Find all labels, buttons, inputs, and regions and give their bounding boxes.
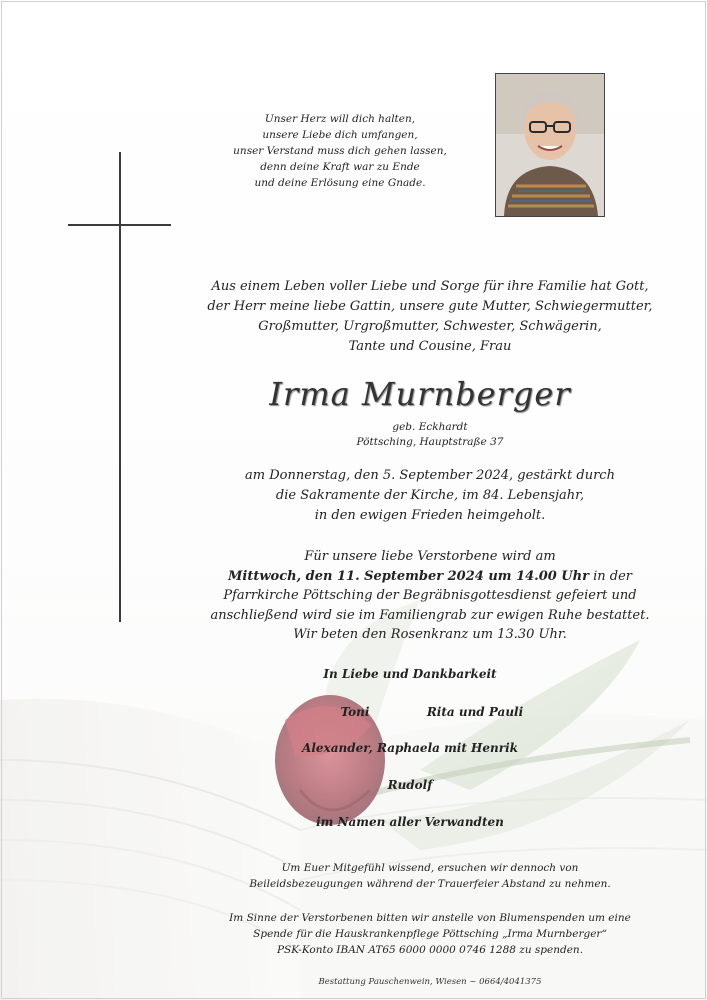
intro-line: Großmutter, Urgroßmutter, Schwester, Schwägerin, — [258, 319, 602, 334]
intro-line: Tante und Cousine, Frau — [348, 339, 512, 354]
family-member: Toni — [340, 705, 370, 719]
family-heading: In Liebe und Dankbarkeit — [323, 667, 497, 681]
birth-details — [190, 420, 670, 450]
address: Pöttsching, Hauptstraße 37 — [356, 436, 504, 448]
funeral-line: Für unsere liebe Verstorbene wird am — [304, 549, 556, 564]
funeral-date: Mittwoch, den 11. September 2024 um 14.00 Uhr — [228, 568, 589, 584]
intro-text — [190, 277, 670, 357]
death-line: die Sakramente der Kirche, im 84. Lebensjahr, — [275, 488, 585, 503]
family-member: Alexander, Raphaela mit Henrik — [302, 741, 518, 755]
intro-line: der Herr meine liebe Gattin, unsere gute Mutter, Schwiegermutter, — [207, 299, 653, 314]
donation-line: Im Sinne der Verstorbenen bitten wir anstelle von Blumenspenden um eine — [229, 912, 631, 924]
poem-line: Unser Herz will dich halten, — [264, 113, 416, 125]
portrait-photo — [495, 73, 605, 217]
donation-line: Spende für die Hauskrankenpflege Pöttsching „Irma Murnberger“ — [253, 928, 607, 940]
family-member: Rita und Pauli — [426, 705, 524, 719]
family-closing: im Namen aller Verwandten — [316, 815, 504, 829]
deceased-name: Irma Murnberger — [269, 375, 571, 413]
cross-horizontal-bar — [68, 224, 171, 226]
cross-vertical-bar — [119, 152, 121, 622]
death-line: in den ewigen Frieden heimgeholt. — [314, 508, 546, 523]
funeral-line: in der — [588, 568, 632, 584]
poem — [190, 111, 490, 191]
poem-line: unser Verstand muss dich gehen lassen, — [233, 145, 447, 157]
death-line: am Donnerstag, den 5. September 2024, gestärkt durch — [245, 468, 615, 483]
intro-line: Aus einem Leben voller Liebe und Sorge für ihre Familie hat Gott, — [211, 279, 649, 294]
rosary-line: Wir beten den Rosenkranz um 13.30 Uhr. — [293, 627, 567, 642]
death-notice — [190, 466, 670, 526]
donation-line: PSK-Konto IBAN AT65 6000 0000 0746 1288 zu spenden. — [276, 944, 584, 956]
funeral-notice — [190, 547, 670, 645]
maiden-name: geb. Eckhardt — [392, 421, 468, 433]
condolence-line: Beileidsbezeugungen während der Trauerfeier Abstand zu nehmen. — [249, 878, 611, 890]
poem-line: und deine Erlösung eine Gnade. — [254, 177, 426, 189]
family-member: Rudolf — [387, 778, 433, 792]
funeral-line: anschließend wird sie im Familiengrab zur ewigen Ruhe bestattet. — [210, 607, 650, 623]
funeral-date-line — [190, 567, 670, 587]
condolence-line: Um Euer Mitgefühl wissend, ersuchen wir dennoch von — [281, 862, 579, 874]
funeral-line: Pfarrkirche Pöttsching der Begräbnisgottesdienst gefeiert und — [223, 588, 637, 603]
poem-line: unsere Liebe dich umfangen, — [262, 129, 418, 141]
condolence-note — [190, 860, 670, 892]
funeral-home-footer: Bestattung Pauschenwein, Wiesen ~ 0664/4041375 — [318, 977, 542, 987]
poem-line: denn deine Kraft war zu Ende — [260, 161, 420, 173]
donation-note — [200, 910, 660, 958]
portrait-image — [496, 74, 604, 216]
